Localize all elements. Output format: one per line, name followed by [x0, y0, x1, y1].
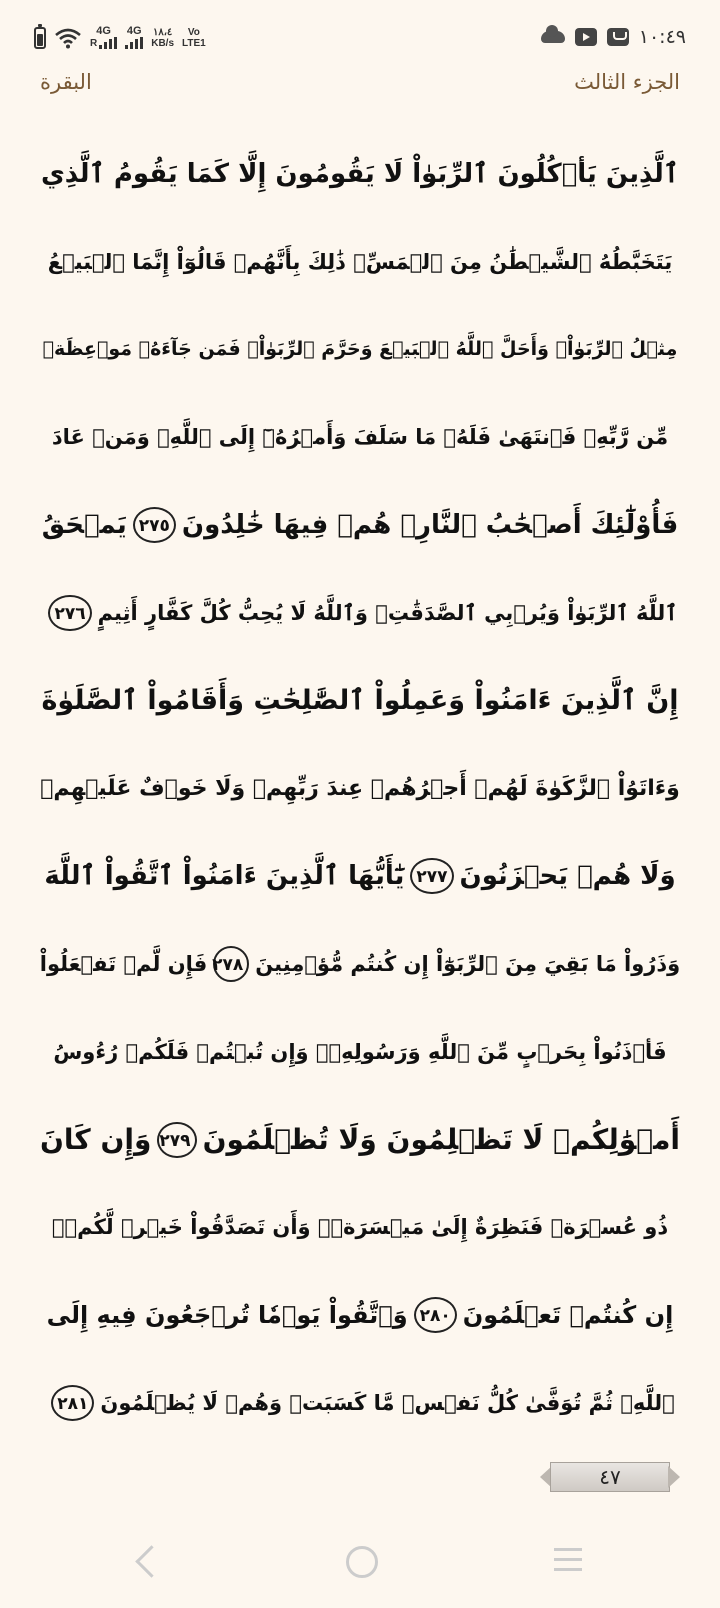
juz-title: الجزء الثالث — [574, 70, 680, 94]
battery-icon — [34, 27, 46, 49]
quran-line — [40, 306, 680, 394]
verse-text: وَإِن كَانَ — [40, 1123, 152, 1157]
quran-line — [40, 1184, 680, 1272]
signal-bars-icon — [125, 37, 143, 49]
verse-text: فَأُوْلَٰٓئِكَ أَصۡحَٰبُ ٱلنَّارِۖ هُمۡ فِيهَا خَٰلِدُونَ — [181, 510, 679, 541]
cloud-icon — [541, 31, 565, 43]
ayah-number-marker: ٢٧٦ — [48, 595, 91, 631]
wifi-icon — [54, 27, 82, 49]
lte-label: LTE1 — [182, 37, 206, 49]
verse-text: مِّن رَّبِّهِۦ فَٱنتَهَىٰ فَلَهُۥ مَا سَلَفَ وَأَمۡرُهُۥٓ إِلَى ٱللَّهِۖ وَمَنۡ عَادَ — [51, 425, 669, 450]
verse-text: وَٱتَّقُواْ يَوۡمٗا تُرۡجَعُونَ فِيهِ إِلَى — [46, 1301, 408, 1330]
quran-line — [40, 481, 680, 569]
home-icon[interactable] — [346, 1546, 378, 1578]
signal-sim1 — [90, 26, 117, 49]
quran-line — [40, 1008, 680, 1096]
quran-line — [40, 569, 680, 657]
quran-line — [40, 920, 680, 1008]
quran-line — [40, 218, 680, 306]
verse-text: إِنَّ ٱلَّذِينَ ءَامَنُواْ وَعَمِلُواْ ٱلصَّٰلِحَٰتِ وَأَقَامُواْ ٱلصَّلَوٰةَ — [41, 685, 679, 717]
verse-text: وَءَاتَوُاْ ٱلزَّكَوٰةَ لَهُمۡ أَجۡرُهُمۡ عِندَ رَبِّهِمۡ وَلَا خَوۡفٌ عَلَيۡهِمۡ — [40, 775, 680, 801]
navigation-bar — [0, 1528, 720, 1608]
verse-text: يَمۡحَقُ — [41, 510, 127, 541]
ayah-number-marker: ٢٨٠ — [414, 1297, 457, 1333]
roaming-indicator: R — [90, 38, 98, 49]
ayah-number-marker: ٢٧٩ — [157, 1122, 196, 1158]
menu-icon[interactable] — [554, 1548, 582, 1572]
quran-line — [40, 130, 680, 218]
youtube-icon — [575, 28, 597, 46]
ayah-number-marker: ٢٧٨ — [213, 946, 249, 982]
signal-bars-icon — [99, 37, 117, 49]
verse-text: وَلَا هُمۡ يَحۡزَنُونَ — [459, 861, 676, 892]
quran-line — [40, 745, 680, 833]
verse-text: أَمۡوَٰلِكُمۡ لَا تَظۡلِمُونَ وَلَا تُظۡلَمُونَ — [202, 1123, 680, 1157]
back-icon[interactable] — [135, 1545, 168, 1578]
network-type-1: 4G — [96, 25, 111, 37]
notification-tray-icon — [607, 28, 629, 46]
verse-text: إِن كُنتُمۡ تَعۡلَمُونَ — [462, 1301, 674, 1330]
page-number-badge — [540, 1462, 680, 1492]
speed-value: ١٨،٤ — [152, 26, 173, 38]
volte-indicator — [182, 27, 206, 49]
verse-text: يَتَخَبَّطُهُ ٱلشَّيۡطَٰنُ مِنَ ٱلۡمَسِّۚ ذَٰلِكَ بِأَنَّهُمۡ قَالُوٓاْ إِنَّمَا ٱلۡبَيۡعُ — [47, 249, 673, 274]
quran-line — [40, 1096, 680, 1184]
verse-text: وَذَرُواْ مَا بَقِيَ مِنَ ٱلرِّبَوٰٓاْ إِن كُنتُم مُّؤۡمِنِينَ — [255, 952, 680, 977]
status-bar — [0, 0, 720, 70]
quran-line — [40, 657, 680, 745]
verse-text: ٱللَّهُ ٱلرِّبَوٰاْ وَيُرۡبِي ٱلصَّدَقَٰتِۗ وَٱللَّهُ لَا يُحِبُّ كُلَّ كَفَّارٍ أَثِيمٍ — [97, 600, 678, 625]
quran-line — [40, 1271, 680, 1359]
volte-label: Vo — [187, 26, 200, 38]
clock: ١٠:٤٩ — [638, 26, 686, 48]
ayah-number-marker: ٢٧٥ — [133, 507, 176, 543]
verse-text: فَأۡذَنُواْ بِحَرۡبٍ مِّنَ ٱللَّهِ وَرَسُولِهِۦۖ وَإِن تُبۡتُمۡ فَلَكُمۡ رُءُوسُ — [53, 1039, 667, 1064]
quran-line — [40, 1359, 680, 1447]
verse-text: ذُو عُسۡرَةٖ فَنَظِرَةٌ إِلَىٰ مَيۡسَرَةٖۚ وَأَن تَصَدَّقُواْ خَيۡرٞ لَّكُمۡۖ — [51, 1215, 669, 1240]
verse-text: مِثۡلُ ٱلرِّبَوٰاْۗ وَأَحَلَّ ٱللَّهُ ٱلۡبَيۡعَ وَحَرَّمَ ٱلرِّبَوٰاْۚ فَمَن جَآءَهُۥ مَوۡعِظَةٞ — [42, 338, 678, 361]
network-speed — [151, 27, 174, 49]
page-number: ٤٧ — [550, 1462, 670, 1492]
status-left — [34, 26, 206, 49]
verse-text: يَٰٓأَيُّهَا ٱلَّذِينَ ءَامَنُواْ ٱتَّقُواْ ٱللَّهَ — [44, 861, 405, 892]
quran-line — [40, 832, 680, 920]
signal-sim2 — [125, 26, 143, 49]
ayah-number-marker: ٢٧٧ — [410, 858, 453, 894]
verse-text: ٱلَّذِينَ يَأۡكُلُونَ ٱلرِّبَوٰاْ لَا يَقُومُونَ إِلَّا كَمَا يَقُومُ ٱلَّذِي — [40, 158, 680, 189]
speed-unit: KB/s — [151, 37, 175, 49]
surah-title: البقرة — [40, 70, 92, 94]
verse-text: ٱللَّهِۖ ثُمَّ تُوَفَّىٰ كُلُّ نَفۡسٖ مَّا كَسَبَتۡ وَهُمۡ لَا يُظۡلَمُونَ — [100, 1391, 675, 1416]
verse-text: فَإِن لَّمۡ تَفۡعَلُواْ — [40, 952, 208, 977]
status-right — [541, 26, 686, 48]
ayah-number-marker: ٢٨١ — [51, 1385, 94, 1421]
quran-line — [40, 393, 680, 481]
network-type-2: 4G — [126, 25, 142, 37]
quran-page[interactable] — [40, 130, 680, 1448]
